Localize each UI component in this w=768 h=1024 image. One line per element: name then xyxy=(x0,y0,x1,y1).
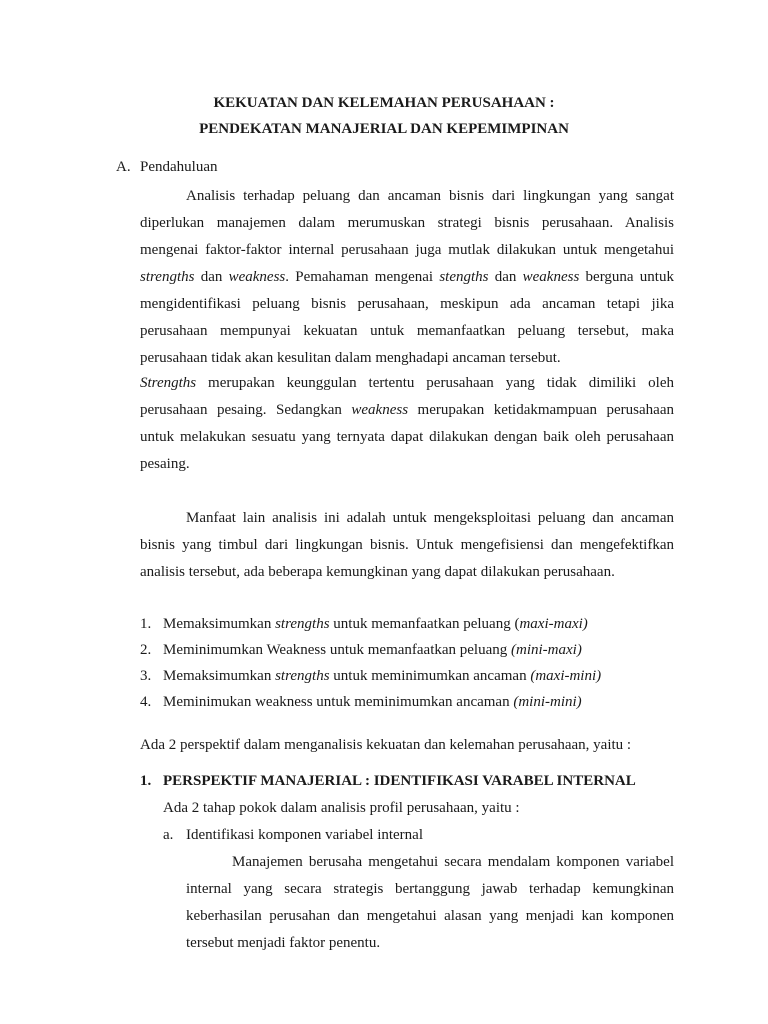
p2-line-2: perusahaan pesaing. Sedangkan weakness merupakan ketidakmampuan perusahaan xyxy=(140,402,674,418)
section-a-heading: Pendahuluan xyxy=(140,159,218,175)
p3-line-2: bisnis yang timbul dari lingkungan bisnis. Untuk mengefisiensi dan mengefektifkan xyxy=(140,537,674,553)
sub-a-line-3: keberhasilan perusahan dan mengetahui alasan yang menjadi kan komponen xyxy=(186,908,674,924)
list-item: 1. Memaksimumkan strengths untuk memanfaatkan peluang (maxi-maxi) xyxy=(140,616,588,632)
perspective-1-heading: PERSPEKTIF MANAJERIAL : IDENTIFIKASI VARABEL INTERNAL xyxy=(163,773,636,789)
list-item: 2. Meminimumkan Weakness untuk memanfaatkan peluang (mini-maxi) xyxy=(140,642,582,658)
p3-line-3: analisis tersebut, ada beberapa kemungkinan yang dapat dilakukan perusahaan. xyxy=(140,564,615,580)
p1-line-4: strengths dan weakness. Pemahaman mengenai stengths dan weakness berguna untuk xyxy=(140,269,674,285)
section-a-number: A. xyxy=(116,159,131,175)
sub-a-letter: a. xyxy=(163,827,174,843)
title-line-2: PENDEKATAN MANAJERIAL DAN KEPEMIMPINAN xyxy=(199,121,569,137)
p2-line-1: Strengths merupakan keunggulan tertentu perusahaan yang tidak dimiliki oleh xyxy=(140,375,674,391)
sub-a-line-4: tersebut menjadi faktor penentu. xyxy=(186,935,381,951)
sub-a-line-2: internal yang secara strategis bertanggung jawab terhadap kemungkinan xyxy=(186,881,674,897)
p1-line-3: mengenai faktor-faktor internal perusahaan juga mutlak dilakukan untuk mengetahui xyxy=(140,242,674,258)
perspective-1-intro: Ada 2 tahap pokok dalam analisis profil perusahaan, yaitu : xyxy=(163,800,520,816)
perspective-intro: Ada 2 perspektif dalam menganalisis kekuatan dan kelemahan perusahaan, yaitu : xyxy=(140,737,632,753)
p1-line-6: perusahaan mempunyai kekuatan untuk memanfaatkan peluang tersebut, maka xyxy=(140,323,674,339)
p2-line-4: pesaing. xyxy=(140,456,190,472)
perspective-1-number: 1. xyxy=(140,773,152,789)
list-item: 3. Memaksimumkan strengths untuk meminimumkan ancaman (maxi-mini) xyxy=(140,668,602,684)
sub-a-line-1: Manajemen berusaha mengetahui secara mendalam komponen variabel xyxy=(232,854,674,870)
title-line-1: KEKUATAN DAN KELEMAHAN PERUSAHAAN : xyxy=(213,95,555,111)
sub-a-heading: Identifikasi komponen variabel internal xyxy=(186,827,424,843)
p1-line-7: perusahaan tidak akan kesulitan dalam menghadapi ancaman tersebut. xyxy=(140,350,561,366)
p2-line-3: untuk melakukan sesuatu yang ternyata dapat dilakukan dengan baik oleh perusahaan xyxy=(140,429,674,445)
p1-line-1: Analisis terhadap peluang dan ancaman bisnis dari lingkungan yang sangat xyxy=(186,188,674,204)
list-item: 4. Meminimukan weakness untuk meminimumkan ancaman (mini-mini) xyxy=(140,694,582,710)
p3-line-1: Manfaat lain analisis ini adalah untuk mengeksploitasi peluang dan ancaman xyxy=(186,510,674,526)
p1-line-5: mengidentifikasi peluang bisnis perusahaan, meskipun ada ancaman tetapi jika xyxy=(140,296,674,312)
p1-line-2: diperlukan manajemen dalam merumuskan strategi bisnis perusahaan. Analisis xyxy=(140,215,674,231)
